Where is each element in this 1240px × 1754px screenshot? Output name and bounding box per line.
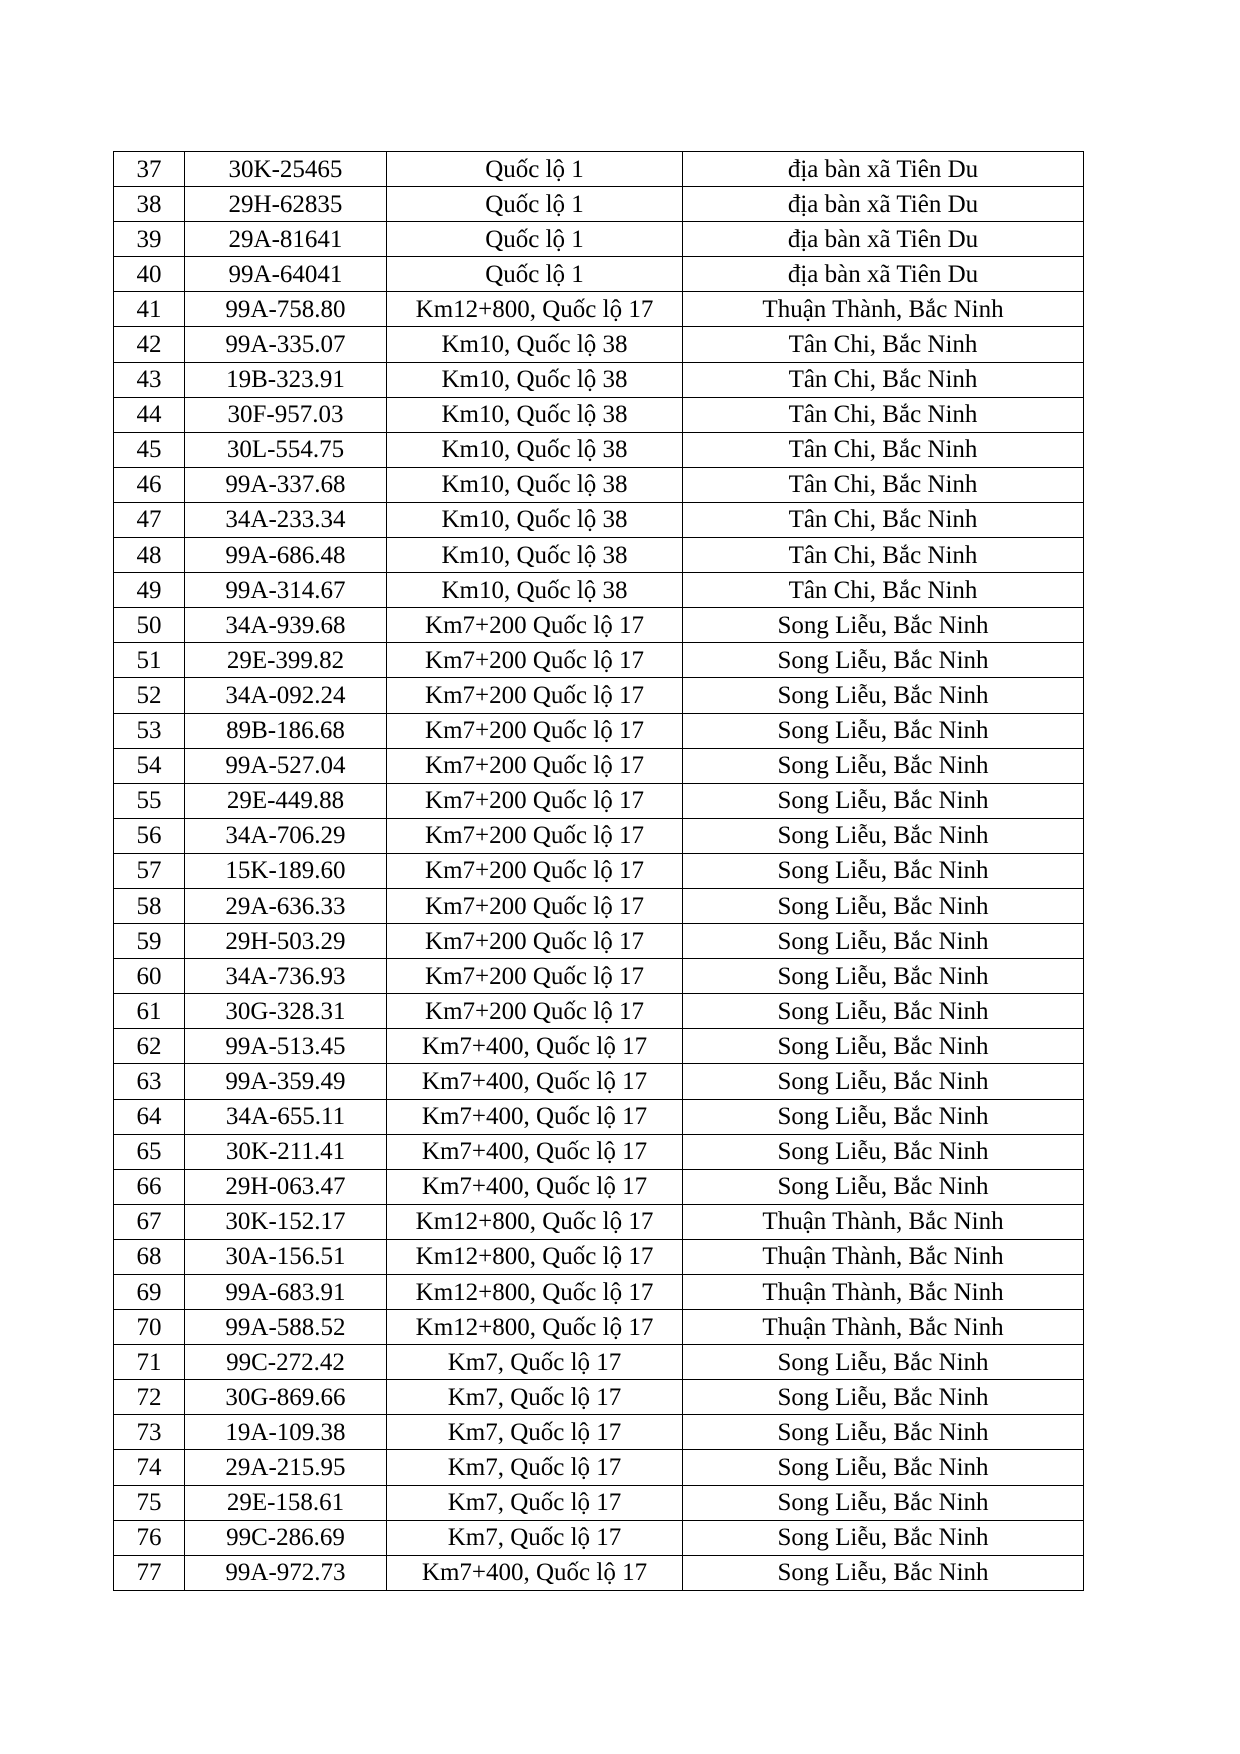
table-row bbox=[114, 1310, 1084, 1345]
table-row bbox=[114, 818, 1084, 853]
license-plate-cell: 30L-554.75 bbox=[185, 432, 387, 467]
row-number-cell: 67 bbox=[114, 1204, 185, 1239]
row-number-cell: 73 bbox=[114, 1415, 185, 1450]
license-plate-cell: 34A-655.11 bbox=[185, 1099, 387, 1134]
row-number-cell: 37 bbox=[114, 152, 185, 187]
table-row bbox=[114, 924, 1084, 959]
area-cell: Song Liễu, Bắc Ninh bbox=[683, 608, 1084, 643]
row-number-cell: 57 bbox=[114, 853, 185, 888]
area-cell: Tân Chi, Bắc Ninh bbox=[683, 573, 1084, 608]
violation-location-cell: Km12+800, Quốc lộ 17 bbox=[387, 1275, 683, 1310]
area-cell: Song Liễu, Bắc Ninh bbox=[683, 783, 1084, 818]
row-number-cell: 40 bbox=[114, 257, 185, 292]
row-number-cell: 58 bbox=[114, 888, 185, 923]
area-cell: Tân Chi, Bắc Ninh bbox=[683, 467, 1084, 502]
row-number-cell: 53 bbox=[114, 713, 185, 748]
table-row bbox=[114, 783, 1084, 818]
area-cell: Song Liễu, Bắc Ninh bbox=[683, 643, 1084, 678]
row-number-cell: 77 bbox=[114, 1555, 185, 1590]
area-cell: Thuận Thành, Bắc Ninh bbox=[683, 1310, 1084, 1345]
license-plate-cell: 99A-335.07 bbox=[185, 327, 387, 362]
violation-location-cell: Km12+800, Quốc lộ 17 bbox=[387, 292, 683, 327]
row-number-cell: 43 bbox=[114, 362, 185, 397]
area-cell: địa bàn xã Tiên Du bbox=[683, 222, 1084, 257]
violation-location-cell: Km7+200 Quốc lộ 17 bbox=[387, 818, 683, 853]
license-plate-cell: 99A-359.49 bbox=[185, 1064, 387, 1099]
violation-location-cell: Km7+200 Quốc lộ 17 bbox=[387, 678, 683, 713]
row-number-cell: 54 bbox=[114, 748, 185, 783]
license-plate-cell: 19A-109.38 bbox=[185, 1415, 387, 1450]
table-row bbox=[114, 257, 1084, 292]
violation-location-cell: Km10, Quốc lộ 38 bbox=[387, 397, 683, 432]
violation-location-cell: Km7+400, Quốc lộ 17 bbox=[387, 1064, 683, 1099]
license-plate-cell: 30K-25465 bbox=[185, 152, 387, 187]
table-row bbox=[114, 467, 1084, 502]
violation-location-cell: Quốc lộ 1 bbox=[387, 222, 683, 257]
license-plate-cell: 34A-736.93 bbox=[185, 959, 387, 994]
area-cell: Song Liễu, Bắc Ninh bbox=[683, 1450, 1084, 1485]
license-plate-cell: 34A-706.29 bbox=[185, 818, 387, 853]
table-row bbox=[114, 502, 1084, 537]
table-row bbox=[114, 327, 1084, 362]
table-row bbox=[114, 1275, 1084, 1310]
violation-location-cell: Km7+200 Quốc lộ 17 bbox=[387, 713, 683, 748]
row-number-cell: 60 bbox=[114, 959, 185, 994]
license-plate-cell: 30K-152.17 bbox=[185, 1204, 387, 1239]
license-plate-cell: 30A-156.51 bbox=[185, 1239, 387, 1274]
table-row bbox=[114, 538, 1084, 573]
area-cell: Song Liễu, Bắc Ninh bbox=[683, 1520, 1084, 1555]
area-cell: Tân Chi, Bắc Ninh bbox=[683, 502, 1084, 537]
violation-location-cell: Km7+200 Quốc lộ 17 bbox=[387, 748, 683, 783]
license-plate-cell: 29E-158.61 bbox=[185, 1485, 387, 1520]
row-number-cell: 42 bbox=[114, 327, 185, 362]
license-plate-cell: 30K-211.41 bbox=[185, 1134, 387, 1169]
area-cell: địa bàn xã Tiên Du bbox=[683, 257, 1084, 292]
row-number-cell: 65 bbox=[114, 1134, 185, 1169]
violation-location-cell: Km7+200 Quốc lộ 17 bbox=[387, 924, 683, 959]
violation-location-cell: Km7, Quốc lộ 17 bbox=[387, 1485, 683, 1520]
area-cell: Song Liễu, Bắc Ninh bbox=[683, 1134, 1084, 1169]
row-number-cell: 46 bbox=[114, 467, 185, 502]
license-plate-cell: 30F-957.03 bbox=[185, 397, 387, 432]
table-row bbox=[114, 292, 1084, 327]
row-number-cell: 75 bbox=[114, 1485, 185, 1520]
violation-location-cell: Km7+200 Quốc lộ 17 bbox=[387, 888, 683, 923]
license-plate-cell: 29E-449.88 bbox=[185, 783, 387, 818]
row-number-cell: 59 bbox=[114, 924, 185, 959]
row-number-cell: 72 bbox=[114, 1380, 185, 1415]
license-plate-cell: 99A-314.67 bbox=[185, 573, 387, 608]
violation-location-cell: Km7+200 Quốc lộ 17 bbox=[387, 783, 683, 818]
violation-location-cell: Quốc lộ 1 bbox=[387, 187, 683, 222]
license-plate-cell: 29A-636.33 bbox=[185, 888, 387, 923]
license-plate-cell: 99A-758.80 bbox=[185, 292, 387, 327]
table-row bbox=[114, 573, 1084, 608]
license-plate-cell: 99A-686.48 bbox=[185, 538, 387, 573]
area-cell: Thuận Thành, Bắc Ninh bbox=[683, 1239, 1084, 1274]
row-number-cell: 64 bbox=[114, 1099, 185, 1134]
license-plate-cell: 99A-513.45 bbox=[185, 1029, 387, 1064]
table-row bbox=[114, 994, 1084, 1029]
table-row bbox=[114, 1380, 1084, 1415]
license-plate-cell: 89B-186.68 bbox=[185, 713, 387, 748]
table-row bbox=[114, 1169, 1084, 1204]
row-number-cell: 51 bbox=[114, 643, 185, 678]
license-plate-cell: 30G-869.66 bbox=[185, 1380, 387, 1415]
area-cell: Song Liễu, Bắc Ninh bbox=[683, 888, 1084, 923]
table-row bbox=[114, 713, 1084, 748]
area-cell: Song Liễu, Bắc Ninh bbox=[683, 959, 1084, 994]
area-cell: Song Liễu, Bắc Ninh bbox=[683, 1064, 1084, 1099]
area-cell: địa bàn xã Tiên Du bbox=[683, 187, 1084, 222]
row-number-cell: 52 bbox=[114, 678, 185, 713]
license-plate-cell: 29A-215.95 bbox=[185, 1450, 387, 1485]
area-cell: Tân Chi, Bắc Ninh bbox=[683, 397, 1084, 432]
row-number-cell: 45 bbox=[114, 432, 185, 467]
row-number-cell: 38 bbox=[114, 187, 185, 222]
table-row bbox=[114, 187, 1084, 222]
violation-location-cell: Km10, Quốc lộ 38 bbox=[387, 573, 683, 608]
row-number-cell: 76 bbox=[114, 1520, 185, 1555]
license-plate-cell: 34A-233.34 bbox=[185, 502, 387, 537]
table-row bbox=[114, 678, 1084, 713]
area-cell: Song Liễu, Bắc Ninh bbox=[683, 678, 1084, 713]
table-row bbox=[114, 432, 1084, 467]
table-row bbox=[114, 1415, 1084, 1450]
license-plate-cell: 29H-063.47 bbox=[185, 1169, 387, 1204]
area-cell: Song Liễu, Bắc Ninh bbox=[683, 1169, 1084, 1204]
row-number-cell: 55 bbox=[114, 783, 185, 818]
violation-location-cell: Km12+800, Quốc lộ 17 bbox=[387, 1204, 683, 1239]
violation-location-cell: Km10, Quốc lộ 38 bbox=[387, 467, 683, 502]
violation-location-cell: Quốc lộ 1 bbox=[387, 257, 683, 292]
area-cell: Song Liễu, Bắc Ninh bbox=[683, 1029, 1084, 1064]
license-plate-cell: 29H-62835 bbox=[185, 187, 387, 222]
area-cell: Tân Chi, Bắc Ninh bbox=[683, 538, 1084, 573]
violation-location-cell: Km12+800, Quốc lộ 17 bbox=[387, 1310, 683, 1345]
row-number-cell: 69 bbox=[114, 1275, 185, 1310]
license-plate-cell: 34A-092.24 bbox=[185, 678, 387, 713]
violation-location-cell: Quốc lộ 1 bbox=[387, 152, 683, 187]
violation-location-cell: Km7, Quốc lộ 17 bbox=[387, 1520, 683, 1555]
license-plate-cell: 99A-588.52 bbox=[185, 1310, 387, 1345]
license-plate-cell: 99A-972.73 bbox=[185, 1555, 387, 1590]
row-number-cell: 56 bbox=[114, 818, 185, 853]
violations-table bbox=[113, 151, 1084, 1591]
violation-location-cell: Km7+200 Quốc lộ 17 bbox=[387, 959, 683, 994]
area-cell: Song Liễu, Bắc Ninh bbox=[683, 1485, 1084, 1520]
table-row bbox=[114, 1204, 1084, 1239]
table-row bbox=[114, 152, 1084, 187]
violation-location-cell: Km7+400, Quốc lộ 17 bbox=[387, 1134, 683, 1169]
area-cell: Song Liễu, Bắc Ninh bbox=[683, 994, 1084, 1029]
table-row bbox=[114, 1134, 1084, 1169]
area-cell: Song Liễu, Bắc Ninh bbox=[683, 1555, 1084, 1590]
row-number-cell: 61 bbox=[114, 994, 185, 1029]
row-number-cell: 62 bbox=[114, 1029, 185, 1064]
area-cell: Song Liễu, Bắc Ninh bbox=[683, 853, 1084, 888]
area-cell: Tân Chi, Bắc Ninh bbox=[683, 327, 1084, 362]
row-number-cell: 48 bbox=[114, 538, 185, 573]
license-plate-cell: 15K-189.60 bbox=[185, 853, 387, 888]
violation-location-cell: Km10, Quốc lộ 38 bbox=[387, 432, 683, 467]
area-cell: Song Liễu, Bắc Ninh bbox=[683, 1415, 1084, 1450]
row-number-cell: 68 bbox=[114, 1239, 185, 1274]
table-row bbox=[114, 1345, 1084, 1380]
area-cell: Thuận Thành, Bắc Ninh bbox=[683, 1275, 1084, 1310]
table-row bbox=[114, 853, 1084, 888]
violation-location-cell: Km10, Quốc lộ 38 bbox=[387, 362, 683, 397]
area-cell: Song Liễu, Bắc Ninh bbox=[683, 1345, 1084, 1380]
table-row bbox=[114, 1099, 1084, 1134]
table-row bbox=[114, 397, 1084, 432]
area-cell: Tân Chi, Bắc Ninh bbox=[683, 432, 1084, 467]
area-cell: Song Liễu, Bắc Ninh bbox=[683, 1099, 1084, 1134]
license-plate-cell: 99C-272.42 bbox=[185, 1345, 387, 1380]
table-row bbox=[114, 1029, 1084, 1064]
license-plate-cell: 19B-323.91 bbox=[185, 362, 387, 397]
area-cell: Song Liễu, Bắc Ninh bbox=[683, 748, 1084, 783]
table-row bbox=[114, 643, 1084, 678]
row-number-cell: 70 bbox=[114, 1310, 185, 1345]
table-row bbox=[114, 1064, 1084, 1099]
license-plate-cell: 29A-81641 bbox=[185, 222, 387, 257]
violation-location-cell: Km7+400, Quốc lộ 17 bbox=[387, 1099, 683, 1134]
violation-location-cell: Km7+200 Quốc lộ 17 bbox=[387, 994, 683, 1029]
violation-location-cell: Km7+400, Quốc lộ 17 bbox=[387, 1029, 683, 1064]
violation-location-cell: Km7+200 Quốc lộ 17 bbox=[387, 608, 683, 643]
row-number-cell: 63 bbox=[114, 1064, 185, 1099]
area-cell: Tân Chi, Bắc Ninh bbox=[683, 362, 1084, 397]
table-row bbox=[114, 362, 1084, 397]
area-cell: Song Liễu, Bắc Ninh bbox=[683, 1380, 1084, 1415]
row-number-cell: 49 bbox=[114, 573, 185, 608]
row-number-cell: 74 bbox=[114, 1450, 185, 1485]
table-body bbox=[114, 152, 1084, 1591]
violation-location-cell: Km7, Quốc lộ 17 bbox=[387, 1415, 683, 1450]
row-number-cell: 39 bbox=[114, 222, 185, 257]
table-row bbox=[114, 222, 1084, 257]
violation-location-cell: Km10, Quốc lộ 38 bbox=[387, 538, 683, 573]
license-plate-cell: 34A-939.68 bbox=[185, 608, 387, 643]
license-plate-cell: 99A-64041 bbox=[185, 257, 387, 292]
table-row bbox=[114, 748, 1084, 783]
violation-location-cell: Km10, Quốc lộ 38 bbox=[387, 502, 683, 537]
table-row bbox=[114, 608, 1084, 643]
license-plate-cell: 29E-399.82 bbox=[185, 643, 387, 678]
violation-location-cell: Km10, Quốc lộ 38 bbox=[387, 327, 683, 362]
license-plate-cell: 30G-328.31 bbox=[185, 994, 387, 1029]
violation-location-cell: Km7+400, Quốc lộ 17 bbox=[387, 1555, 683, 1590]
row-number-cell: 44 bbox=[114, 397, 185, 432]
table-row bbox=[114, 1520, 1084, 1555]
area-cell: Song Liễu, Bắc Ninh bbox=[683, 818, 1084, 853]
area-cell: Thuận Thành, Bắc Ninh bbox=[683, 1204, 1084, 1239]
table-row bbox=[114, 888, 1084, 923]
table-row bbox=[114, 1239, 1084, 1274]
row-number-cell: 47 bbox=[114, 502, 185, 537]
violation-location-cell: Km7, Quốc lộ 17 bbox=[387, 1345, 683, 1380]
license-plate-cell: 99C-286.69 bbox=[185, 1520, 387, 1555]
area-cell: địa bàn xã Tiên Du bbox=[683, 152, 1084, 187]
row-number-cell: 50 bbox=[114, 608, 185, 643]
table-row bbox=[114, 959, 1084, 994]
row-number-cell: 41 bbox=[114, 292, 185, 327]
row-number-cell: 66 bbox=[114, 1169, 185, 1204]
table-row bbox=[114, 1485, 1084, 1520]
violation-location-cell: Km7+200 Quốc lộ 17 bbox=[387, 853, 683, 888]
row-number-cell: 71 bbox=[114, 1345, 185, 1380]
area-cell: Thuận Thành, Bắc Ninh bbox=[683, 292, 1084, 327]
license-plate-cell: 99A-337.68 bbox=[185, 467, 387, 502]
area-cell: Song Liễu, Bắc Ninh bbox=[683, 713, 1084, 748]
license-plate-cell: 99A-683.91 bbox=[185, 1275, 387, 1310]
violation-location-cell: Km7, Quốc lộ 17 bbox=[387, 1380, 683, 1415]
violation-location-cell: Km7+400, Quốc lộ 17 bbox=[387, 1169, 683, 1204]
license-plate-cell: 99A-527.04 bbox=[185, 748, 387, 783]
table-row bbox=[114, 1450, 1084, 1485]
license-plate-cell: 29H-503.29 bbox=[185, 924, 387, 959]
area-cell: Song Liễu, Bắc Ninh bbox=[683, 924, 1084, 959]
violation-location-cell: Km7, Quốc lộ 17 bbox=[387, 1450, 683, 1485]
table-row bbox=[114, 1555, 1084, 1590]
violation-location-cell: Km7+200 Quốc lộ 17 bbox=[387, 643, 683, 678]
violation-location-cell: Km12+800, Quốc lộ 17 bbox=[387, 1239, 683, 1274]
